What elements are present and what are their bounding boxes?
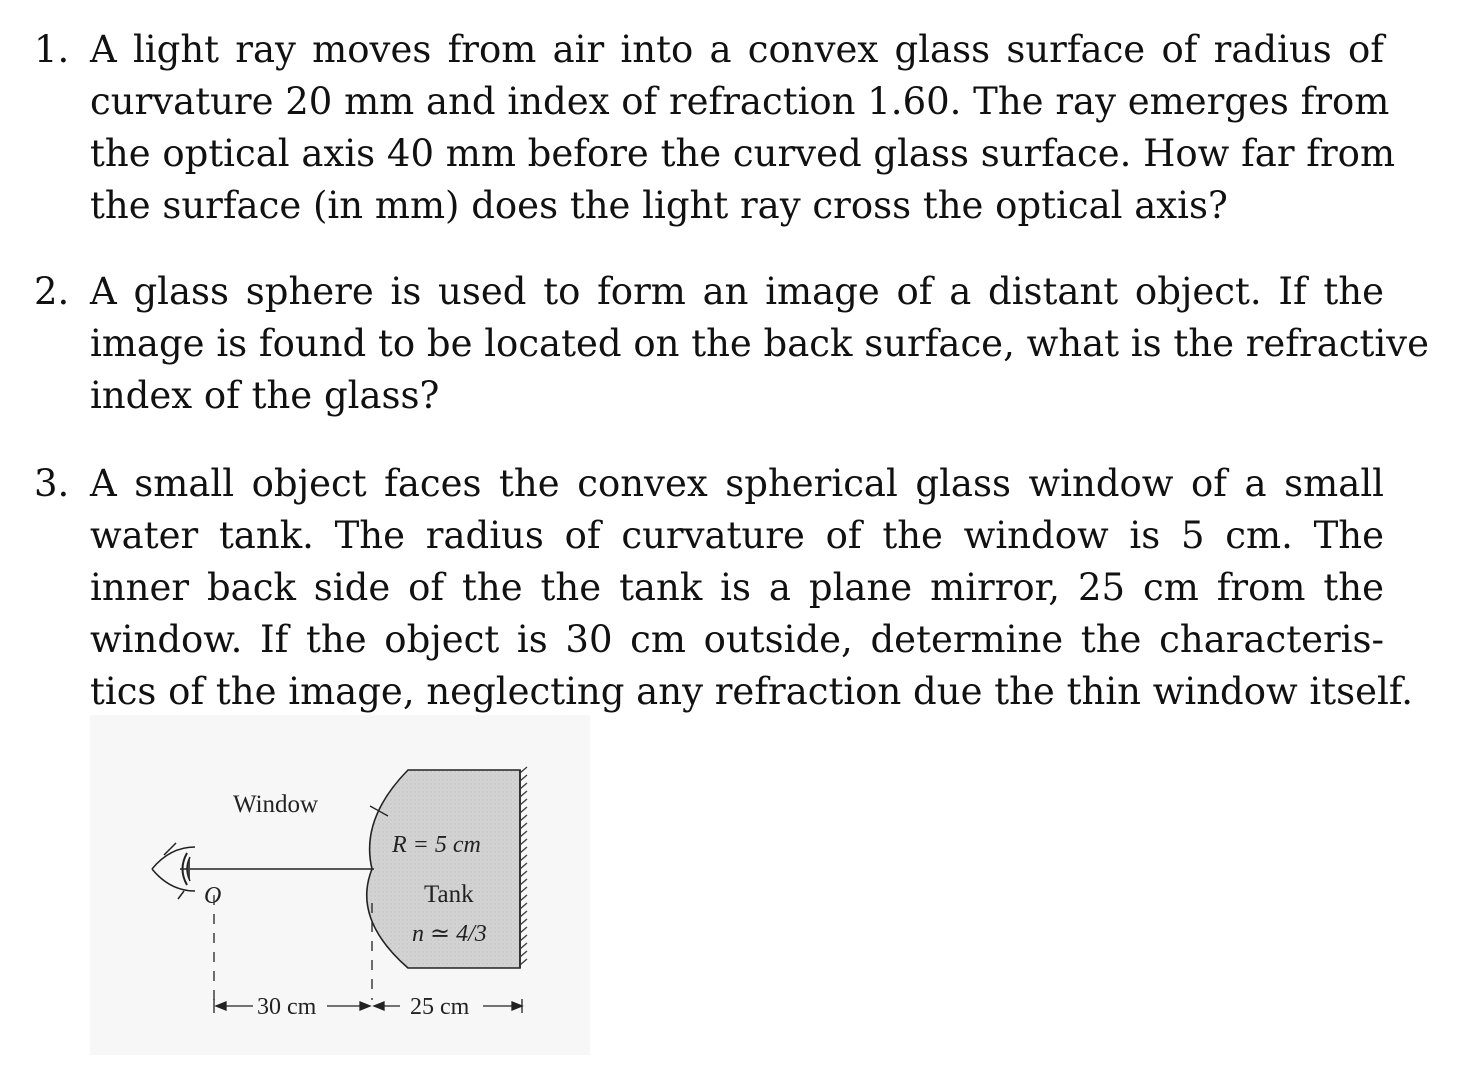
tank-depth-label: 25 cm	[410, 994, 470, 1020]
plane-mirror	[520, 767, 527, 968]
index-label: n ≃ 4/3	[412, 921, 487, 947]
tank-diagram	[90, 715, 590, 1055]
window-label: Window	[233, 791, 319, 818]
eye-icon	[152, 843, 195, 899]
problem-3	[34, 458, 1413, 718]
problem-1-line-1: A light ray moves from air into a convex glass surface of radius of	[90, 28, 1384, 71]
problem-1-line-4: the surface (in mm) does the light ray cross the optical axis?	[90, 184, 1228, 227]
problem-3-line-5: tics of the image, neglecting any refraction due the thin window itself.	[90, 670, 1413, 713]
problem-3-line-2: water tank. The radius of curvature of the window is 5 cm. The	[90, 514, 1384, 557]
problem-2-text	[90, 266, 1429, 422]
problem-3-number: 3.	[34, 462, 70, 505]
problem-1-line-3: the optical axis 40 mm before the curved glass surface. How far from	[90, 132, 1396, 175]
problem-2-line-1: A glass sphere is used to form an image of a distant object. If the	[90, 270, 1384, 313]
object-label: O	[204, 883, 222, 909]
object-distance-label: 30 cm	[257, 994, 317, 1020]
problem-3-text	[90, 458, 1413, 718]
problem-3-line-4: window. If the object is 30 cm outside, determine the characteris-	[90, 618, 1384, 661]
problem-2-number: 2.	[34, 270, 70, 313]
problem-1	[34, 24, 1396, 232]
radius-label: R = 5 cm	[392, 832, 481, 858]
problem-1-number: 1.	[34, 28, 70, 71]
problem-1-line-2: curvature 20 mm and index of refraction 1.60. The ray emerges from	[90, 80, 1390, 123]
problem-2	[34, 266, 1429, 422]
problem-3-line-1: A small object faces the convex spherical glass window of a small	[90, 462, 1384, 505]
problem-1-text	[90, 24, 1396, 232]
tank-figure	[90, 715, 590, 1055]
problem-2-line-2: image is found to be located on the back surface, what is the refractive	[90, 322, 1429, 365]
problem-3-line-3: inner back side of the the tank is a plane mirror, 25 cm from the	[90, 566, 1384, 609]
problem-2-line-3: index of the glass?	[90, 374, 440, 417]
tank-label: Tank	[424, 881, 474, 908]
